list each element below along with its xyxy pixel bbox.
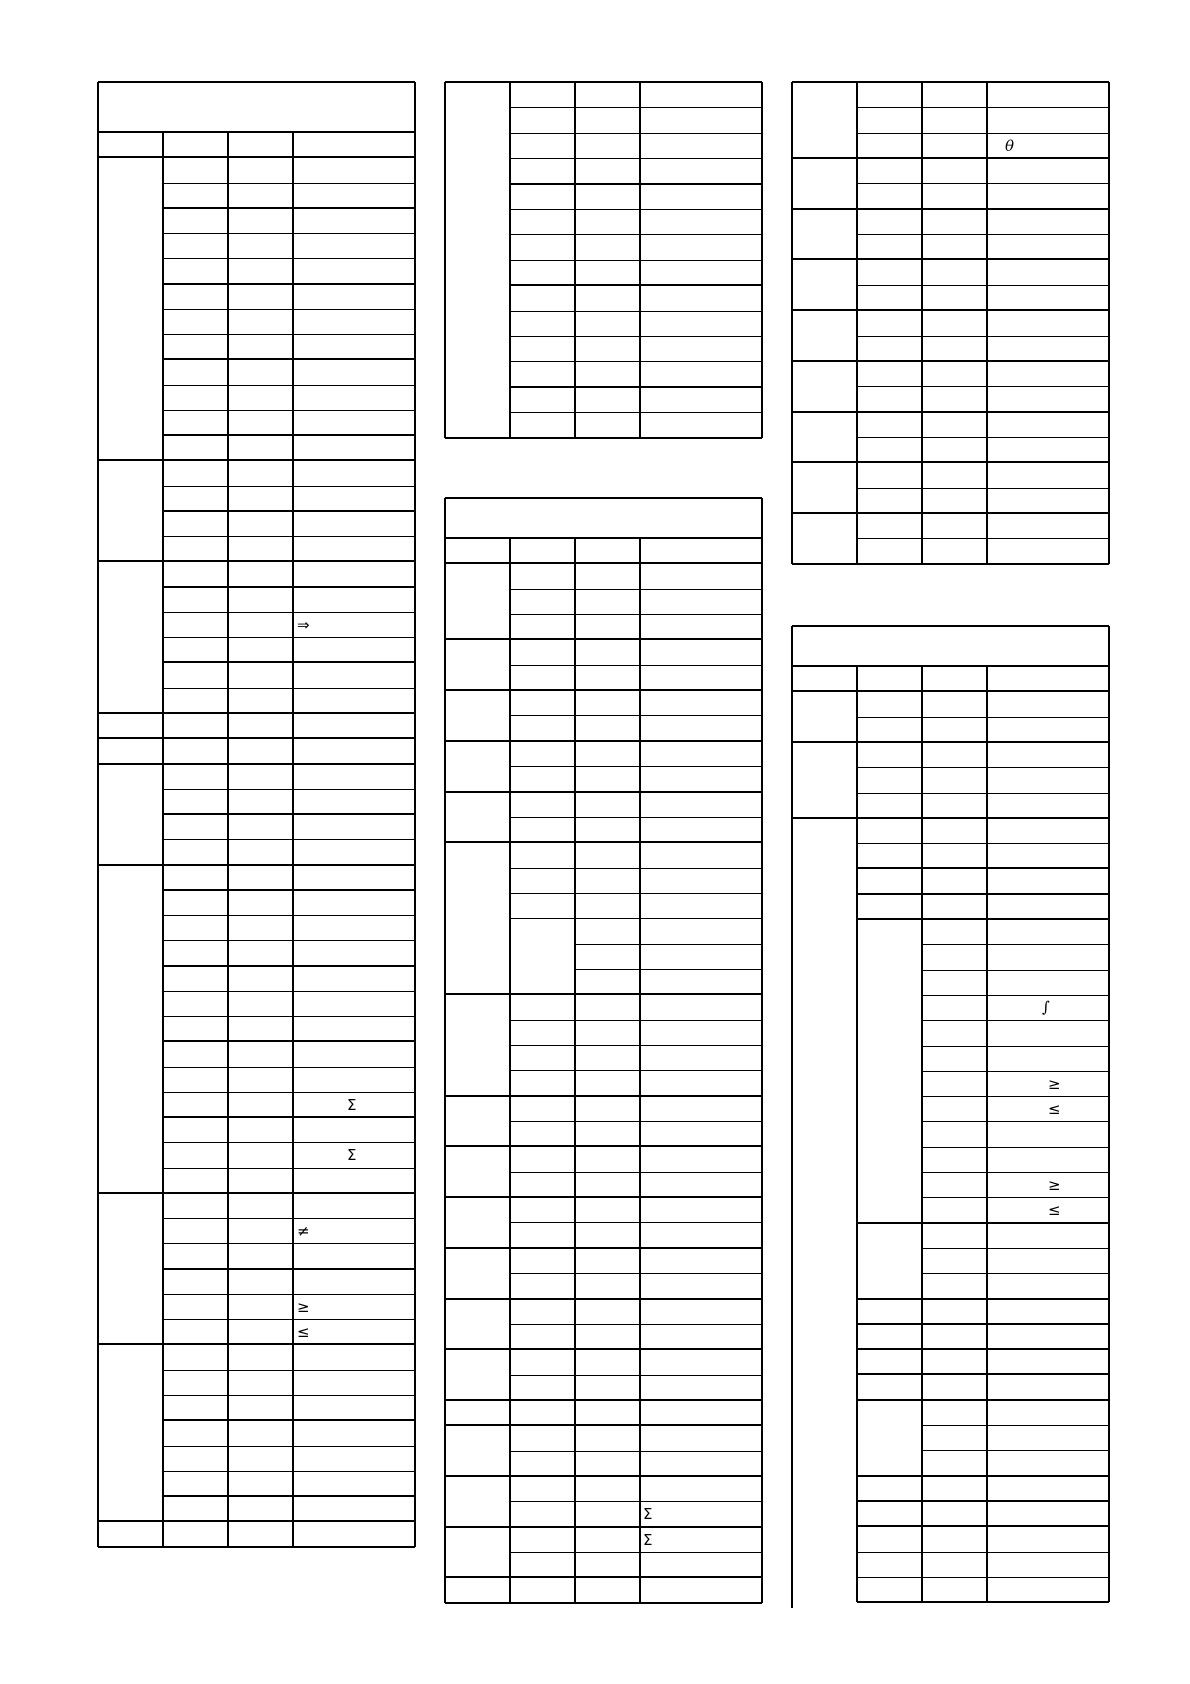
math-symbol: ≤ [1048,1201,1061,1219]
row-rule [922,1450,1109,1451]
row-rule [510,386,762,387]
column-rule [921,82,922,564]
row-rule [510,1273,762,1274]
column-rule [509,563,510,1603]
math-symbol: ≥ [1048,1176,1061,1194]
row-rule [792,81,1109,83]
row-rule [510,1324,762,1325]
row-rule [857,1500,1109,1501]
row-rule [857,488,1109,489]
row-rule [163,813,415,814]
column-rule [97,82,99,1547]
row-rule [163,309,415,310]
column-rule [509,82,510,438]
row-rule [163,510,415,511]
row-rule [445,1399,762,1400]
row-rule [510,589,762,590]
math-symbol: ≥ [297,1298,310,1316]
row-rule [163,688,415,689]
row-rule [163,1168,415,1169]
row-rule [510,234,762,235]
column-rule [574,563,575,1603]
row-rule [922,995,1109,996]
column-rule [574,538,575,563]
row-rule [792,461,1109,462]
row-rule [857,183,1109,184]
row-rule [792,258,1109,259]
row-rule [163,486,415,487]
row-rule [857,234,1109,235]
column-rule [444,82,446,438]
column-rule [227,940,228,1547]
row-rule [575,969,762,970]
row-rule [857,1373,1109,1374]
row-rule [510,311,762,312]
row-rule [163,1116,415,1117]
row-rule [163,1495,415,1496]
row-rule [163,1471,415,1472]
row-rule [445,1424,762,1425]
row-rule [857,767,1109,768]
row-rule [163,612,415,613]
row-rule [857,1601,1109,1603]
column-rule [1108,82,1110,564]
column-rule [639,563,640,1603]
row-rule [922,1273,1109,1274]
row-rule [857,1323,1109,1324]
row-rule [163,889,415,890]
math-symbol: Σ [643,1505,653,1523]
column-rule [227,132,228,157]
row-rule [445,1348,762,1349]
row-rule [98,560,415,561]
row-rule [163,410,415,411]
column-rule [292,157,293,1547]
row-rule [510,868,762,869]
row-rule [445,537,762,538]
row-rule [510,1501,762,1502]
row-rule [163,1446,415,1447]
row-rule [792,563,1109,565]
row-rule [510,336,762,337]
column-rule [639,538,640,563]
row-rule [163,258,415,259]
row-rule [163,283,415,284]
row-rule [163,1016,415,1017]
row-rule [163,358,415,359]
row-rule [510,183,762,184]
row-rule [510,412,762,413]
row-rule [857,867,1109,868]
row-rule [510,665,762,666]
column-rule [856,691,857,1602]
row-rule [98,1546,415,1547]
column-rule [921,691,922,1602]
row-rule [510,918,762,919]
row-rule [163,1040,415,1041]
column-rule [574,82,575,438]
row-rule [163,915,415,916]
row-rule [445,841,762,842]
row-rule [922,1071,1109,1072]
math-symbol: ∫ [1042,998,1050,1016]
row-rule [98,1520,415,1521]
row-rule [792,208,1109,209]
row-rule [445,1247,762,1248]
row-rule [922,1425,1109,1426]
math-symbol: ≤ [1048,1100,1061,1118]
row-rule [445,1576,762,1577]
row-rule [922,1046,1109,1047]
row-rule [575,944,762,945]
row-rule [922,944,1109,945]
row-rule [510,1451,762,1452]
row-rule [163,1319,415,1320]
row-rule [445,638,762,639]
row-rule [857,538,1109,539]
column-rule [986,666,987,691]
row-rule [163,183,415,184]
row-rule [510,107,762,108]
row-rule [922,1197,1109,1198]
row-rule [98,763,415,764]
row-rule [163,839,415,840]
row-rule [857,437,1109,438]
row-rule [792,817,1109,818]
column-rule [227,157,228,940]
math-symbol: ≤ [297,1323,310,1341]
row-rule [98,81,415,83]
row-rule [922,1147,1109,1148]
row-rule [857,1399,1109,1400]
row-rule [98,864,415,865]
column-rule [791,82,793,564]
row-rule [510,1375,762,1376]
row-rule [163,434,415,435]
row-rule [792,360,1109,361]
column-rule [856,666,857,691]
row-rule [98,459,415,460]
math-symbol: Σ [347,1146,357,1164]
row-rule [857,1475,1109,1476]
row-rule [792,665,1109,666]
row-rule [163,965,415,966]
row-rule [510,133,762,134]
row-rule [163,661,415,662]
math-symbol: ≠ [297,1222,310,1240]
row-rule [163,1067,415,1068]
row-rule [445,1602,762,1603]
math-symbol: Σ [347,1096,357,1114]
row-rule [922,1172,1109,1173]
row-rule [163,1092,415,1093]
row-rule [98,156,415,157]
math-symbol: ≥ [1048,1075,1061,1093]
row-rule [163,637,415,638]
row-rule [445,1475,762,1476]
row-rule [445,993,762,994]
row-rule [857,1525,1109,1526]
row-rule [792,741,1109,742]
row-rule [163,1218,415,1219]
row-rule [510,158,762,159]
row-rule [857,793,1109,794]
row-rule [163,1370,415,1371]
row-rule [98,131,415,132]
row-rule [510,614,762,615]
row-rule [510,260,762,261]
row-rule [857,1577,1109,1578]
row-rule [857,1348,1109,1349]
row-rule [792,512,1109,513]
row-rule [163,1419,415,1420]
row-rule [163,334,415,335]
row-rule [163,385,415,386]
row-rule [857,107,1109,108]
column-rule [791,626,793,1608]
row-rule [445,81,762,83]
row-rule [857,386,1109,387]
row-rule [445,562,762,563]
row-rule [857,285,1109,286]
row-rule [445,1526,762,1527]
column-rule [1108,626,1110,1602]
row-rule [792,309,1109,310]
row-rule [163,1243,415,1244]
row-rule [510,817,762,818]
row-rule [792,625,1109,627]
column-rule [162,157,163,1547]
row-rule [510,1222,762,1223]
row-rule [857,1298,1109,1299]
row-rule [510,1121,762,1122]
row-rule [445,437,762,439]
row-rule [922,1121,1109,1122]
row-rule [163,940,415,941]
row-rule [922,970,1109,971]
row-rule [510,1552,762,1553]
row-rule [857,133,1109,134]
math-symbol: θ [1005,137,1015,155]
row-rule [163,789,415,790]
column-rule [921,666,922,691]
row-rule [510,715,762,716]
row-rule [445,1298,762,1299]
row-rule [857,717,1109,718]
row-rule [445,1145,762,1146]
row-rule [857,1552,1109,1553]
row-rule [445,1095,762,1096]
column-rule [162,132,163,157]
column-rule [292,132,293,157]
row-rule [792,157,1109,158]
row-rule [510,893,762,894]
row-rule [445,1196,762,1197]
row-rule [922,1248,1109,1249]
row-rule [163,586,415,587]
row-rule [922,1020,1109,1021]
row-rule [510,284,762,285]
row-rule [857,336,1109,337]
math-symbol: ⇒ [297,616,310,634]
row-rule [922,1096,1109,1097]
row-rule [857,893,1109,894]
row-rule [163,233,415,234]
row-rule [445,791,762,792]
row-rule [857,1222,1109,1223]
row-rule [510,209,762,210]
row-rule [163,1142,415,1143]
row-rule [98,1192,415,1193]
row-rule [445,689,762,690]
row-rule [98,737,415,738]
row-rule [857,918,1109,919]
column-rule [639,82,640,438]
column-rule [856,82,857,564]
row-rule [510,1070,762,1071]
row-rule [163,1294,415,1295]
row-rule [792,690,1109,691]
row-rule [163,536,415,537]
row-rule [510,1045,762,1046]
row-rule [510,766,762,767]
row-rule [510,1172,762,1173]
row-rule [163,1268,415,1269]
row-rule [163,207,415,208]
row-rule [98,1343,415,1344]
row-rule [510,1020,762,1021]
row-rule [163,1395,415,1396]
math-symbol: Σ [643,1531,653,1549]
row-rule [163,991,415,992]
column-rule [509,538,510,563]
column-rule [986,82,987,564]
row-rule [792,411,1109,412]
row-rule [445,497,762,499]
column-rule [444,498,446,1603]
row-rule [510,361,762,362]
column-rule [986,691,987,1602]
row-rule [445,740,762,741]
row-rule [98,712,415,713]
row-rule [857,843,1109,844]
